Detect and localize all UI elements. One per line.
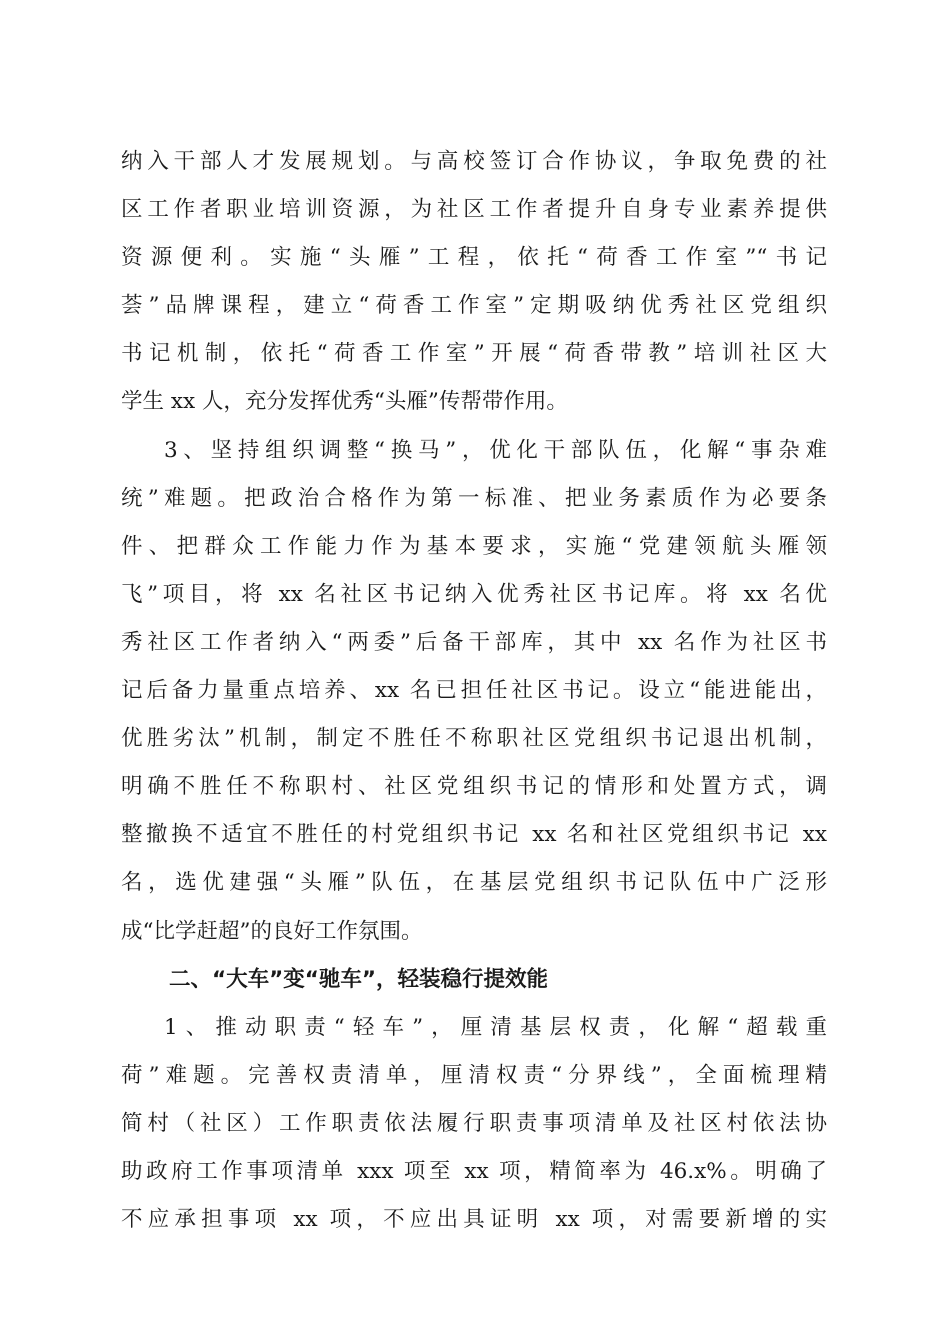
- text-line: 成“比学赶超”的良好工作氛围。: [121, 918, 423, 944]
- text-line: 不应承担事项 xx 项，不应出具证明 xx 项，对需要新增的实: [121, 1207, 827, 1233]
- text-line: 书记机制，依托“荷香工作室”开展“荷香带教”培训社区大: [121, 341, 827, 367]
- document-page: [121, 138, 827, 1244]
- text-line: 助政府工作事项清单 xxx 项至 xx 项，精简率为 46.x%。明确了: [121, 1158, 827, 1184]
- paragraph-organization-adjustment: [121, 427, 827, 956]
- paragraph-talent-training: [121, 138, 827, 427]
- text-line: 3、坚持组织调整“换马”，优化干部队伍，化解“事杂难: [164, 437, 827, 463]
- text-line: 资源便利。实施“头雁”工程，依托“荷香工作室”“书记: [121, 245, 827, 271]
- text-line: 飞”项目，将 xx 名社区书记纳入优秀社区书记库。将 xx 名优: [121, 581, 827, 607]
- text-line: 记后备力量重点培养、xx 名已担任社区书记。设立“能进能出，: [121, 678, 827, 704]
- section-heading: 二、“大车”变“驰车”，轻装稳行提效能: [169, 966, 549, 992]
- text-line: 整撤换不适宜不胜任的村党组织书记 xx 名和社区党组织书记 xx: [121, 822, 827, 848]
- paragraph-responsibility-lightening: [121, 1004, 827, 1244]
- text-line: 学生 xx 人，充分发挥优秀“头雁”传帮带作用。: [121, 389, 568, 415]
- text-line: 简村（社区）工作职责依法履行职责事项清单及社区村依法协: [121, 1110, 827, 1136]
- text-line: 统”难题。把政治合格作为第一标准、把业务素质作为必要条: [121, 485, 827, 511]
- text-line: 1、推动职责“轻车”，厘清基层权责，化解“超载重: [164, 1014, 827, 1040]
- text-line: 优胜劣汰”机制，制定不胜任不称职社区党组织书记退出机制，: [121, 726, 827, 752]
- text-line: 名，选优建强“头雁”队伍，在基层党组织书记队伍中广泛形: [121, 870, 827, 896]
- text-line: 明确不胜任不称职村、社区党组织书记的情形和处置方式，调: [121, 774, 827, 800]
- text-line: 荷”难题。完善权责清单，厘清权责“分界线”，全面梳理精: [121, 1062, 827, 1088]
- text-line: 秀社区工作者纳入“两委”后备干部库，其中 xx 名作为社区书: [121, 629, 827, 655]
- text-line: 件、把群众工作能力作为基本要求，实施“党建领航头雁领: [121, 533, 827, 559]
- text-line: 区工作者职业培训资源，为社区工作者提升自身专业素养提供: [121, 197, 827, 223]
- text-line: 纳入干部人才发展规划。与高校签订合作协议，争取免费的社: [121, 149, 827, 174]
- text-line: 荟”品牌课程，建立“荷香工作室”定期吸纳优秀社区党组织: [121, 293, 827, 319]
